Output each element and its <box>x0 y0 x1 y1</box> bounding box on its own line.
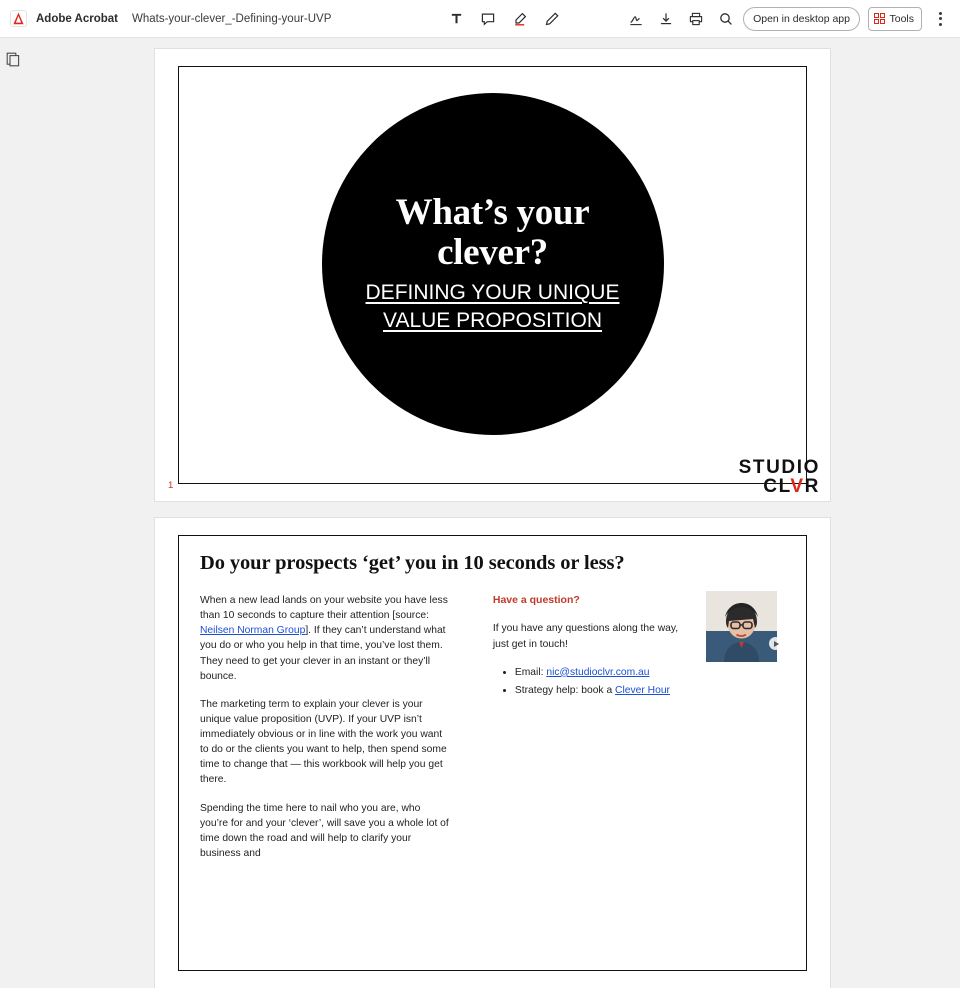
paragraph-2: The marketing term to explain your clever is your unique value proposition (UVP). If your UVP isn’t immediately obvious or in line with the work you want to do or the clients you want to help, then spend some time to change that — this workbook will help you get there. <box>200 698 447 786</box>
tools-grid-icon <box>874 13 886 25</box>
request-signature-icon[interactable] <box>623 6 649 32</box>
pdf-page-2 <box>155 518 830 988</box>
presenter-avatar <box>706 591 777 662</box>
page-number-label: 1 <box>168 480 174 491</box>
video-play-icon[interactable] <box>769 637 782 650</box>
have-a-question-heading: Have a question? <box>492 594 580 606</box>
app-name: Adobe Acrobat <box>36 12 118 25</box>
toolbar-annotation-tools <box>443 0 565 37</box>
paragraph-3: Spending the time here to nail who you are, who you’re for and your ‘clever’, will save you a whole lot of time down the road and will help to clarify your business and <box>200 802 449 859</box>
brand-line-2: CLVR <box>763 475 820 497</box>
tools-label: Tools <box>889 12 914 25</box>
pdf-viewer[interactable] <box>25 38 960 859</box>
print-icon[interactable] <box>683 6 709 32</box>
workspace <box>0 38 960 859</box>
app-toolbar <box>0 0 960 38</box>
question-body: If you have any questions along the way, just get in touch! <box>492 623 679 650</box>
page-2-heading: Do your prospects ‘get’ you in 10 seconds or less? <box>200 552 625 574</box>
open-in-desktop-app-label: Open in desktop app <box>753 12 850 25</box>
pdf-page-1 <box>155 49 830 501</box>
paragraph-1: When a new lead lands on your website you have less than 10 seconds to capture their attention [source: Neilsen Norman Group]. If they can’t understand what you do or who you help in that time, you’ve lost them. They need to get your clever in an instant or they’ll bounce. <box>200 595 448 682</box>
page-2-right-column <box>493 593 788 874</box>
add-text-icon[interactable] <box>443 6 469 32</box>
more-options-icon[interactable] <box>928 7 952 31</box>
document-title: Whats-your-clever_-Defining-your-UVP <box>132 12 332 25</box>
email-link[interactable]: nic@studioclvr.com.au <box>546 666 650 678</box>
brand-line-1: STUDIO <box>738 457 820 479</box>
adobe-acrobat-logo-icon <box>10 10 27 27</box>
studio-clvr-logo <box>739 459 820 496</box>
search-icon[interactable] <box>713 6 739 32</box>
page-thumbnails-icon[interactable] <box>3 49 23 69</box>
left-rail <box>0 38 25 800</box>
page-2-left-column <box>200 593 451 874</box>
neilsen-norman-group-link[interactable]: Neilsen Norman Group <box>200 625 306 637</box>
page-separator <box>25 501 960 518</box>
contact-bullet-list <box>493 665 788 698</box>
page-1-subtitle: DEFINING YOUR UNIQUE VALUE PROPOSITION <box>365 281 620 333</box>
draw-icon[interactable] <box>539 6 565 32</box>
add-comment-icon[interactable] <box>475 6 501 32</box>
list-item: • Strategy help: book a Clever Hour <box>515 683 788 698</box>
clever-hour-link[interactable]: Clever Hour <box>615 684 670 696</box>
list-item: • Email: nic@studioclvr.com.au <box>515 665 788 680</box>
hero-circle <box>322 93 664 435</box>
page-1-border <box>178 66 807 484</box>
download-icon[interactable] <box>653 6 679 32</box>
toolbar-right-group <box>623 0 952 37</box>
tools-button[interactable] <box>868 7 922 31</box>
page-2-columns <box>200 593 788 874</box>
page-2-border <box>178 535 807 971</box>
page-1-title: What’s your clever? <box>395 192 590 273</box>
toolbar-left-group <box>0 10 331 27</box>
highlight-icon[interactable] <box>507 6 533 32</box>
open-in-desktop-app-button[interactable] <box>743 7 860 31</box>
